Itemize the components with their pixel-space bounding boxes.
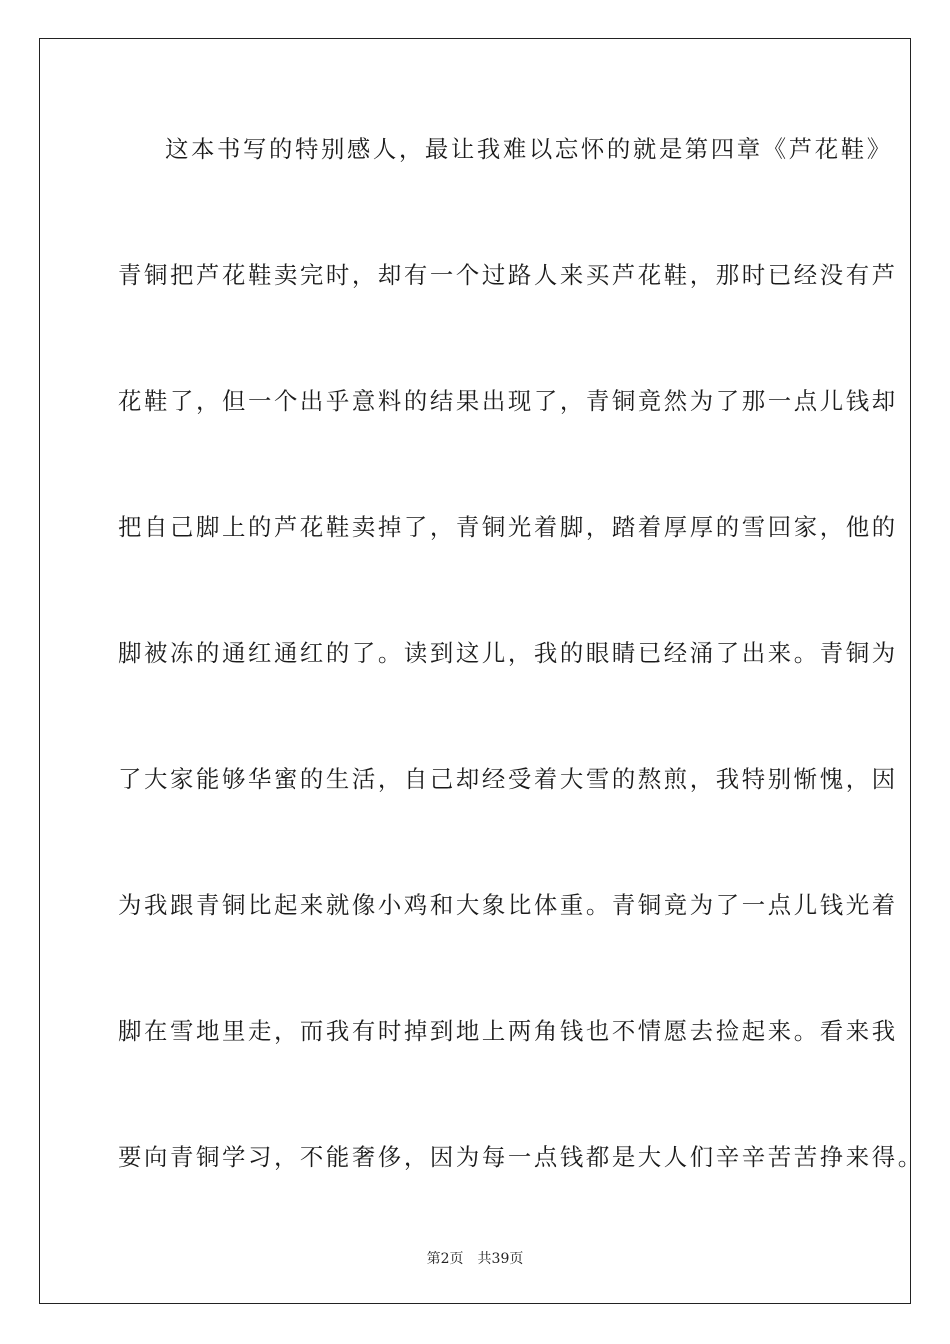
document-body [118, 116, 924, 1250]
paragraph-line: 脚被冻的通红通红的了。读到这儿，我的眼睛已经涌了出来。青铜为 [118, 639, 898, 667]
paragraph-line: 青铜把芦花鞋卖完时，却有一个过路人来买芦花鞋，那时已经没有芦 [118, 261, 898, 289]
paragraph-line: 把自己脚上的芦花鞋卖掉了，青铜光着脚，踏着厚厚的雪回家，他的 [118, 513, 898, 541]
paragraph-line: 要向青铜学习，不能奢侈，因为每一点钱都是大人们辛辛苦苦挣来得。 [118, 1143, 924, 1171]
paragraph-line: 脚在雪地里走，而我有时掉到地上两角钱也不情愿去捡起来。看来我 [118, 1017, 898, 1045]
total-pages: 共39页 [477, 1251, 524, 1267]
paragraph-line: 这本书写的特别感人，最让我难以忘怀的就是第四章《芦花鞋》 [165, 135, 893, 163]
page-number: 第2页 [426, 1251, 464, 1267]
page-footer [0, 1248, 950, 1268]
paragraph-line: 为我跟青铜比起来就像小鸡和大象比体重。青铜竟为了一点儿钱光着 [118, 891, 898, 919]
paragraph-line: 花鞋了，但一个出乎意料的结果出现了，青铜竟然为了那一点儿钱却 [118, 387, 898, 415]
paragraph-line: 了大家能够华蜜的生活，自己却经受着大雪的熬煎，我特别惭愧，因 [118, 765, 898, 793]
